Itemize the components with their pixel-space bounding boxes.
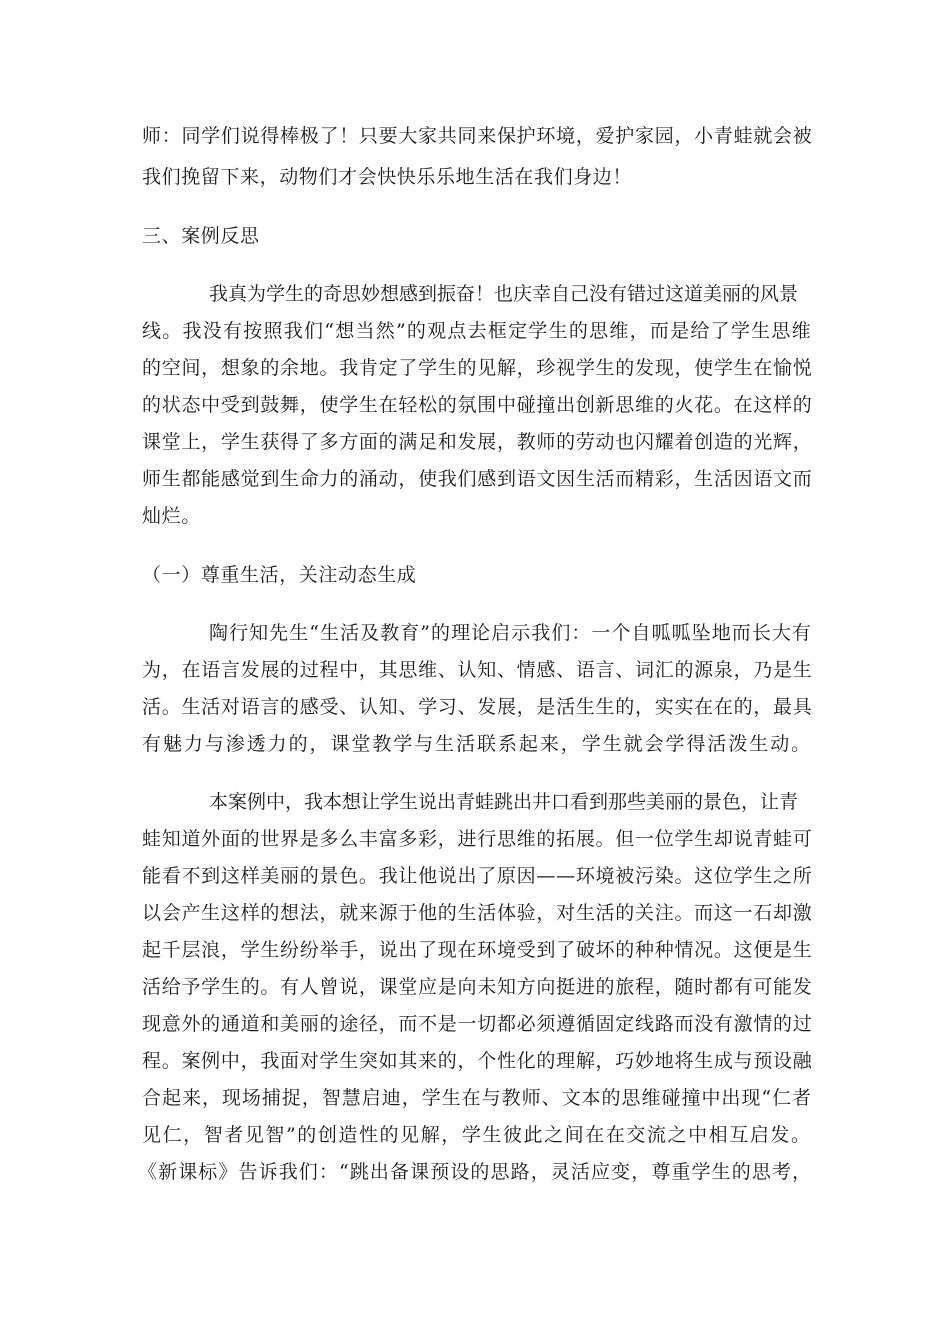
reflection-line-6: 师生都能感觉到生命力的涌动，使我们感到语文因生活而精彩，生活因语文而 <box>142 468 813 490</box>
reflection-line-2: 线。我没有按照我们“想当然”的观点去框定学生的思维，而是给了学生思维 <box>142 320 812 342</box>
case-analysis-line-6: 活给予学生的。有人曾说，课堂应是向未知方向挺进的旅程，随时都有可能发 <box>142 976 813 998</box>
reflection-line-3: 的空间，想象的余地。我肯定了学生的见解，珍视学生的发现，使学生在愉悦 <box>142 357 813 379</box>
teacher-remark-line-2: 我们挽留下来，动物们才会快快乐乐地生活在我们身边！ <box>142 166 633 188</box>
case-analysis-line-8: 程。案例中，我面对学生突如其来的，个性化的理解，巧妙地将生成与预设融 <box>142 1050 813 1072</box>
case-analysis-line-3: 能看不到这样美丽的景色。我让他说出了原因——环境被污染。这位学生之所 <box>142 865 813 887</box>
case-analysis-line-11: 《新课标》告诉我们：“跳出备课预设的思路，灵活应变，尊重学生的思考， <box>138 1161 813 1183</box>
teacher-remark-line-1: 师：同学们说得棒极了！只要大家共同来保护环境，爱护家园，小青蛙就会被 <box>142 125 813 147</box>
case-analysis-line-7: 现意外的通道和美丽的途径，而不是一切都必须遵循固定线路而没有激情的过 <box>142 1013 813 1035</box>
tao-xingzhi-line-2: 为，在语言发展的过程中，其思维、认知、情感、语言、词汇的源泉，乃是生 <box>142 659 813 681</box>
reflection-line-5: 课堂上，学生获得了多方面的满足和发展，教师的劳动也闪耀着创造的光辉， <box>142 431 813 453</box>
case-analysis-line-1: 本案例中，我本想让学生说出青蛙跳出井口看到那些美丽的景色，让青 <box>209 791 799 813</box>
tao-xingzhi-line-1: 陶行知先生“生活及教育”的理论启示我们：一个自呱呱坠地而长大有 <box>209 622 812 644</box>
case-analysis-line-4: 以会产生这样的想法，就来源于他的生活体验，对生活的关注。而这一石却激 <box>142 902 813 924</box>
case-analysis-line-10: 见仁，智者见智”的创造性的见解，学生彼此之间在在交流之中相互启发。 <box>142 1124 812 1146</box>
reflection-line-4: 的状态中受到鼓舞，使学生在轻松的氛围中碰撞出创新思维的火花。在这样的 <box>142 394 813 416</box>
subsection-one-heading: （一）尊重生活，关注动态生成 <box>142 564 417 586</box>
case-analysis-line-5: 起千层浪，学生纷纷举手，说出了现在环境受到了破坏的种种情况。这便是生 <box>142 939 813 961</box>
section-three-heading: 三、案例反思 <box>142 225 260 247</box>
tao-xingzhi-line-4: 有魅力与渗透力的，课堂教学与生活联系起来，学生就会学得活泼生动。 <box>142 733 813 755</box>
case-analysis-line-2: 蛙知道外面的世界是多么丰富多彩，进行思维的拓展。但一位学生却说青蛙可 <box>142 828 813 850</box>
reflection-line-7: 灿烂。 <box>142 505 201 527</box>
tao-xingzhi-line-3: 活。生活对语言的感受、认知、学习、发展，是活生生的，实实在在的，最具 <box>142 696 813 718</box>
case-analysis-line-9: 合起来，现场捕捉，智慧启迪，学生在与教师、文本的思维碰撞中出现“仁者 <box>142 1087 813 1109</box>
reflection-line-1: 我真为学生的奇思妙想感到振奋！也庆幸自己没有错过这道美丽的风景 <box>209 283 799 305</box>
